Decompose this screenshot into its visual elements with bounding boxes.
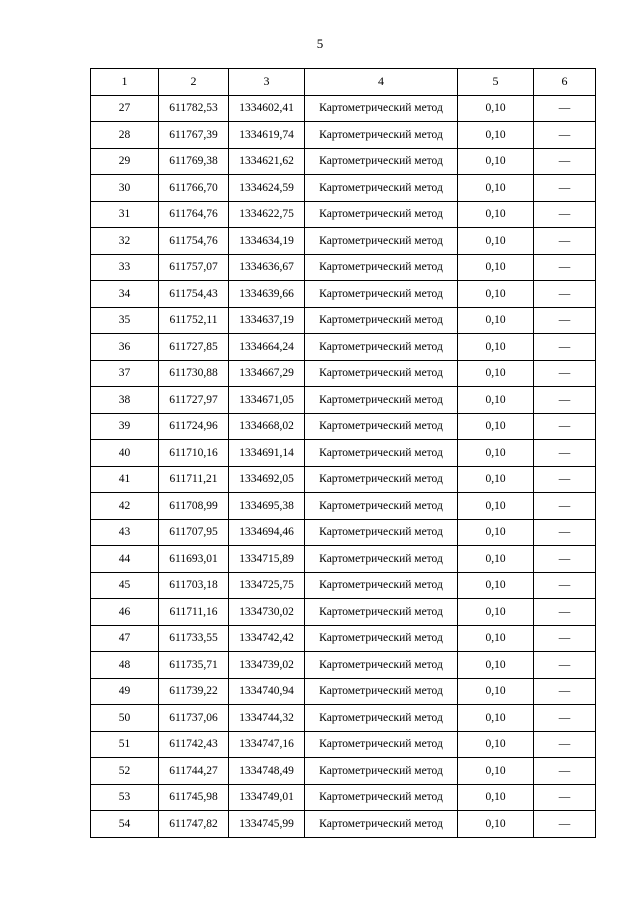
x-coordinate-cell: 611742,43 (159, 731, 229, 758)
y-coordinate-cell: 1334740,94 (229, 678, 305, 705)
point-number-cell: 53 (91, 784, 159, 811)
table-row (91, 811, 596, 838)
x-coordinate-cell: 611727,85 (159, 334, 229, 361)
point-number-cell: 47 (91, 625, 159, 652)
x-coordinate-cell: 611757,07 (159, 254, 229, 281)
point-number-cell: 37 (91, 360, 159, 387)
page-number: 5 (316, 36, 324, 51)
point-number-cell: 31 (91, 201, 159, 228)
header-cell-5: 5 (458, 69, 534, 96)
y-coordinate-cell: 1334692,05 (229, 466, 305, 493)
accuracy-cell: 0,10 (458, 546, 534, 573)
table-row (91, 387, 596, 414)
note-cell: — (534, 678, 596, 705)
note-cell: — (534, 228, 596, 255)
y-coordinate-cell: 1334664,24 (229, 334, 305, 361)
accuracy-cell: 0,10 (458, 466, 534, 493)
method-cell: Картометрический метод (305, 466, 458, 493)
y-coordinate-cell: 1334668,02 (229, 413, 305, 440)
x-coordinate-cell: 611727,97 (159, 387, 229, 414)
table-row (91, 519, 596, 546)
note-cell: — (534, 705, 596, 732)
method-cell: Картометрический метод (305, 201, 458, 228)
point-number-cell: 35 (91, 307, 159, 334)
method-cell: Картометрический метод (305, 599, 458, 626)
x-coordinate-cell: 611739,22 (159, 678, 229, 705)
method-cell: Картометрический метод (305, 95, 458, 122)
x-coordinate-cell: 611747,82 (159, 811, 229, 838)
note-cell: — (534, 731, 596, 758)
y-coordinate-cell: 1334744,32 (229, 705, 305, 732)
table-row (91, 705, 596, 732)
y-coordinate-cell: 1334624,59 (229, 175, 305, 202)
y-coordinate-cell: 1334730,02 (229, 599, 305, 626)
accuracy-cell: 0,10 (458, 95, 534, 122)
point-number-cell: 46 (91, 599, 159, 626)
note-cell: — (534, 599, 596, 626)
x-coordinate-cell: 611693,01 (159, 546, 229, 573)
point-number-cell: 34 (91, 281, 159, 308)
x-coordinate-cell: 611737,06 (159, 705, 229, 732)
method-cell: Картометрический метод (305, 493, 458, 520)
table-row (91, 652, 596, 679)
accuracy-cell: 0,10 (458, 599, 534, 626)
method-cell: Картометрический метод (305, 360, 458, 387)
y-coordinate-cell: 1334747,16 (229, 731, 305, 758)
x-coordinate-cell: 611767,39 (159, 122, 229, 149)
table-row (91, 625, 596, 652)
header-cell-2: 2 (159, 69, 229, 96)
y-coordinate-cell: 1334637,19 (229, 307, 305, 334)
note-cell: — (534, 493, 596, 520)
note-cell: — (534, 281, 596, 308)
x-coordinate-cell: 611754,76 (159, 228, 229, 255)
note-cell: — (534, 546, 596, 573)
note-cell: — (534, 758, 596, 785)
note-cell: — (534, 175, 596, 202)
table-row (91, 758, 596, 785)
y-coordinate-cell: 1334691,14 (229, 440, 305, 467)
accuracy-cell: 0,10 (458, 493, 534, 520)
x-coordinate-cell: 611766,70 (159, 175, 229, 202)
y-coordinate-cell: 1334621,62 (229, 148, 305, 175)
accuracy-cell: 0,10 (458, 572, 534, 599)
accuracy-cell: 0,10 (458, 811, 534, 838)
y-coordinate-cell: 1334739,02 (229, 652, 305, 679)
table-row (91, 731, 596, 758)
method-cell: Картометрический метод (305, 758, 458, 785)
point-number-cell: 52 (91, 758, 159, 785)
note-cell: — (534, 387, 596, 414)
table-row (91, 440, 596, 467)
table-row (91, 281, 596, 308)
accuracy-cell: 0,10 (458, 281, 534, 308)
method-cell: Картометрический метод (305, 678, 458, 705)
header-cell-3: 3 (229, 69, 305, 96)
x-coordinate-cell: 611711,21 (159, 466, 229, 493)
y-coordinate-cell: 1334622,75 (229, 201, 305, 228)
table-row (91, 95, 596, 122)
method-cell: Картометрический метод (305, 546, 458, 573)
table-row (91, 122, 596, 149)
accuracy-cell: 0,10 (458, 758, 534, 785)
point-number-cell: 54 (91, 811, 159, 838)
note-cell: — (534, 201, 596, 228)
y-coordinate-cell: 1334745,99 (229, 811, 305, 838)
x-coordinate-cell: 611764,76 (159, 201, 229, 228)
header-cell-4: 4 (305, 69, 458, 96)
x-coordinate-cell: 611733,55 (159, 625, 229, 652)
point-number-cell: 36 (91, 334, 159, 361)
note-cell: — (534, 122, 596, 149)
header-row (91, 69, 596, 96)
table-row (91, 334, 596, 361)
point-number-cell: 28 (91, 122, 159, 149)
note-cell: — (534, 334, 596, 361)
x-coordinate-cell: 611707,95 (159, 519, 229, 546)
note-cell: — (534, 625, 596, 652)
point-number-cell: 38 (91, 387, 159, 414)
point-number-cell: 33 (91, 254, 159, 281)
accuracy-cell: 0,10 (458, 625, 534, 652)
accuracy-cell: 0,10 (458, 148, 534, 175)
table-row (91, 360, 596, 387)
accuracy-cell: 0,10 (458, 440, 534, 467)
accuracy-cell: 0,10 (458, 307, 534, 334)
method-cell: Картометрический метод (305, 519, 458, 546)
y-coordinate-cell: 1334725,75 (229, 572, 305, 599)
point-number-cell: 43 (91, 519, 159, 546)
x-coordinate-cell: 611735,71 (159, 652, 229, 679)
x-coordinate-cell: 611724,96 (159, 413, 229, 440)
x-coordinate-cell: 611752,11 (159, 307, 229, 334)
note-cell: — (534, 652, 596, 679)
accuracy-cell: 0,10 (458, 652, 534, 679)
note-cell: — (534, 519, 596, 546)
table-row (91, 148, 596, 175)
x-coordinate-cell: 611730,88 (159, 360, 229, 387)
method-cell: Картометрический метод (305, 413, 458, 440)
point-number-cell: 32 (91, 228, 159, 255)
table-row (91, 546, 596, 573)
method-cell: Картометрический метод (305, 625, 458, 652)
accuracy-cell: 0,10 (458, 254, 534, 281)
coordinates-table (90, 68, 596, 838)
y-coordinate-cell: 1334748,49 (229, 758, 305, 785)
table-row (91, 599, 596, 626)
header-cell-6: 6 (534, 69, 596, 96)
point-number-cell: 45 (91, 572, 159, 599)
x-coordinate-cell: 611710,16 (159, 440, 229, 467)
method-cell: Картометрический метод (305, 175, 458, 202)
point-number-cell: 51 (91, 731, 159, 758)
x-coordinate-cell: 611744,27 (159, 758, 229, 785)
point-number-cell: 27 (91, 95, 159, 122)
method-cell: Картометрический метод (305, 784, 458, 811)
table-row (91, 678, 596, 705)
point-number-cell: 41 (91, 466, 159, 493)
accuracy-cell: 0,10 (458, 705, 534, 732)
method-cell: Картометрический метод (305, 440, 458, 467)
x-coordinate-cell: 611769,38 (159, 148, 229, 175)
point-number-cell: 42 (91, 493, 159, 520)
point-number-cell: 48 (91, 652, 159, 679)
method-cell: Картометрический метод (305, 652, 458, 679)
table-row (91, 493, 596, 520)
point-number-cell: 50 (91, 705, 159, 732)
header-cell-1: 1 (91, 69, 159, 96)
table-row (91, 201, 596, 228)
note-cell: — (534, 413, 596, 440)
y-coordinate-cell: 1334749,01 (229, 784, 305, 811)
note-cell: — (534, 784, 596, 811)
accuracy-cell: 0,10 (458, 228, 534, 255)
accuracy-cell: 0,10 (458, 519, 534, 546)
y-coordinate-cell: 1334715,89 (229, 546, 305, 573)
y-coordinate-cell: 1334742,42 (229, 625, 305, 652)
accuracy-cell: 0,10 (458, 122, 534, 149)
accuracy-cell: 0,10 (458, 201, 534, 228)
method-cell: Картометрический метод (305, 281, 458, 308)
point-number-cell: 40 (91, 440, 159, 467)
table-row (91, 784, 596, 811)
note-cell: — (534, 148, 596, 175)
table-row (91, 307, 596, 334)
note-cell: — (534, 95, 596, 122)
y-coordinate-cell: 1334671,05 (229, 387, 305, 414)
method-cell: Картометрический метод (305, 811, 458, 838)
accuracy-cell: 0,10 (458, 387, 534, 414)
method-cell: Картометрический метод (305, 254, 458, 281)
accuracy-cell: 0,10 (458, 334, 534, 361)
table-row (91, 466, 596, 493)
note-cell: — (534, 572, 596, 599)
note-cell: — (534, 440, 596, 467)
note-cell: — (534, 811, 596, 838)
table-body (91, 95, 596, 837)
point-number-cell: 30 (91, 175, 159, 202)
y-coordinate-cell: 1334636,67 (229, 254, 305, 281)
x-coordinate-cell: 611711,16 (159, 599, 229, 626)
point-number-cell: 29 (91, 148, 159, 175)
note-cell: — (534, 307, 596, 334)
note-cell: — (534, 466, 596, 493)
table-row (91, 175, 596, 202)
table-row (91, 228, 596, 255)
table-row (91, 254, 596, 281)
point-number-cell: 49 (91, 678, 159, 705)
x-coordinate-cell: 611708,99 (159, 493, 229, 520)
method-cell: Картометрический метод (305, 731, 458, 758)
y-coordinate-cell: 1334695,38 (229, 493, 305, 520)
x-coordinate-cell: 611703,18 (159, 572, 229, 599)
method-cell: Картометрический метод (305, 122, 458, 149)
accuracy-cell: 0,10 (458, 784, 534, 811)
accuracy-cell: 0,10 (458, 731, 534, 758)
y-coordinate-cell: 1334634,19 (229, 228, 305, 255)
accuracy-cell: 0,10 (458, 360, 534, 387)
y-coordinate-cell: 1334602,41 (229, 95, 305, 122)
y-coordinate-cell: 1334639,66 (229, 281, 305, 308)
table-header (91, 69, 596, 96)
point-number-cell: 39 (91, 413, 159, 440)
accuracy-cell: 0,10 (458, 413, 534, 440)
x-coordinate-cell: 611745,98 (159, 784, 229, 811)
method-cell: Картометрический метод (305, 572, 458, 599)
note-cell: — (534, 360, 596, 387)
method-cell: Картометрический метод (305, 307, 458, 334)
method-cell: Картометрический метод (305, 705, 458, 732)
method-cell: Картометрический метод (305, 148, 458, 175)
method-cell: Картометрический метод (305, 334, 458, 361)
x-coordinate-cell: 611782,53 (159, 95, 229, 122)
y-coordinate-cell: 1334694,46 (229, 519, 305, 546)
y-coordinate-cell: 1334619,74 (229, 122, 305, 149)
accuracy-cell: 0,10 (458, 678, 534, 705)
method-cell: Картометрический метод (305, 387, 458, 414)
accuracy-cell: 0,10 (458, 175, 534, 202)
table-row (91, 572, 596, 599)
note-cell: — (534, 254, 596, 281)
y-coordinate-cell: 1334667,29 (229, 360, 305, 387)
x-coordinate-cell: 611754,43 (159, 281, 229, 308)
point-number-cell: 44 (91, 546, 159, 573)
table-row (91, 413, 596, 440)
method-cell: Картометрический метод (305, 228, 458, 255)
